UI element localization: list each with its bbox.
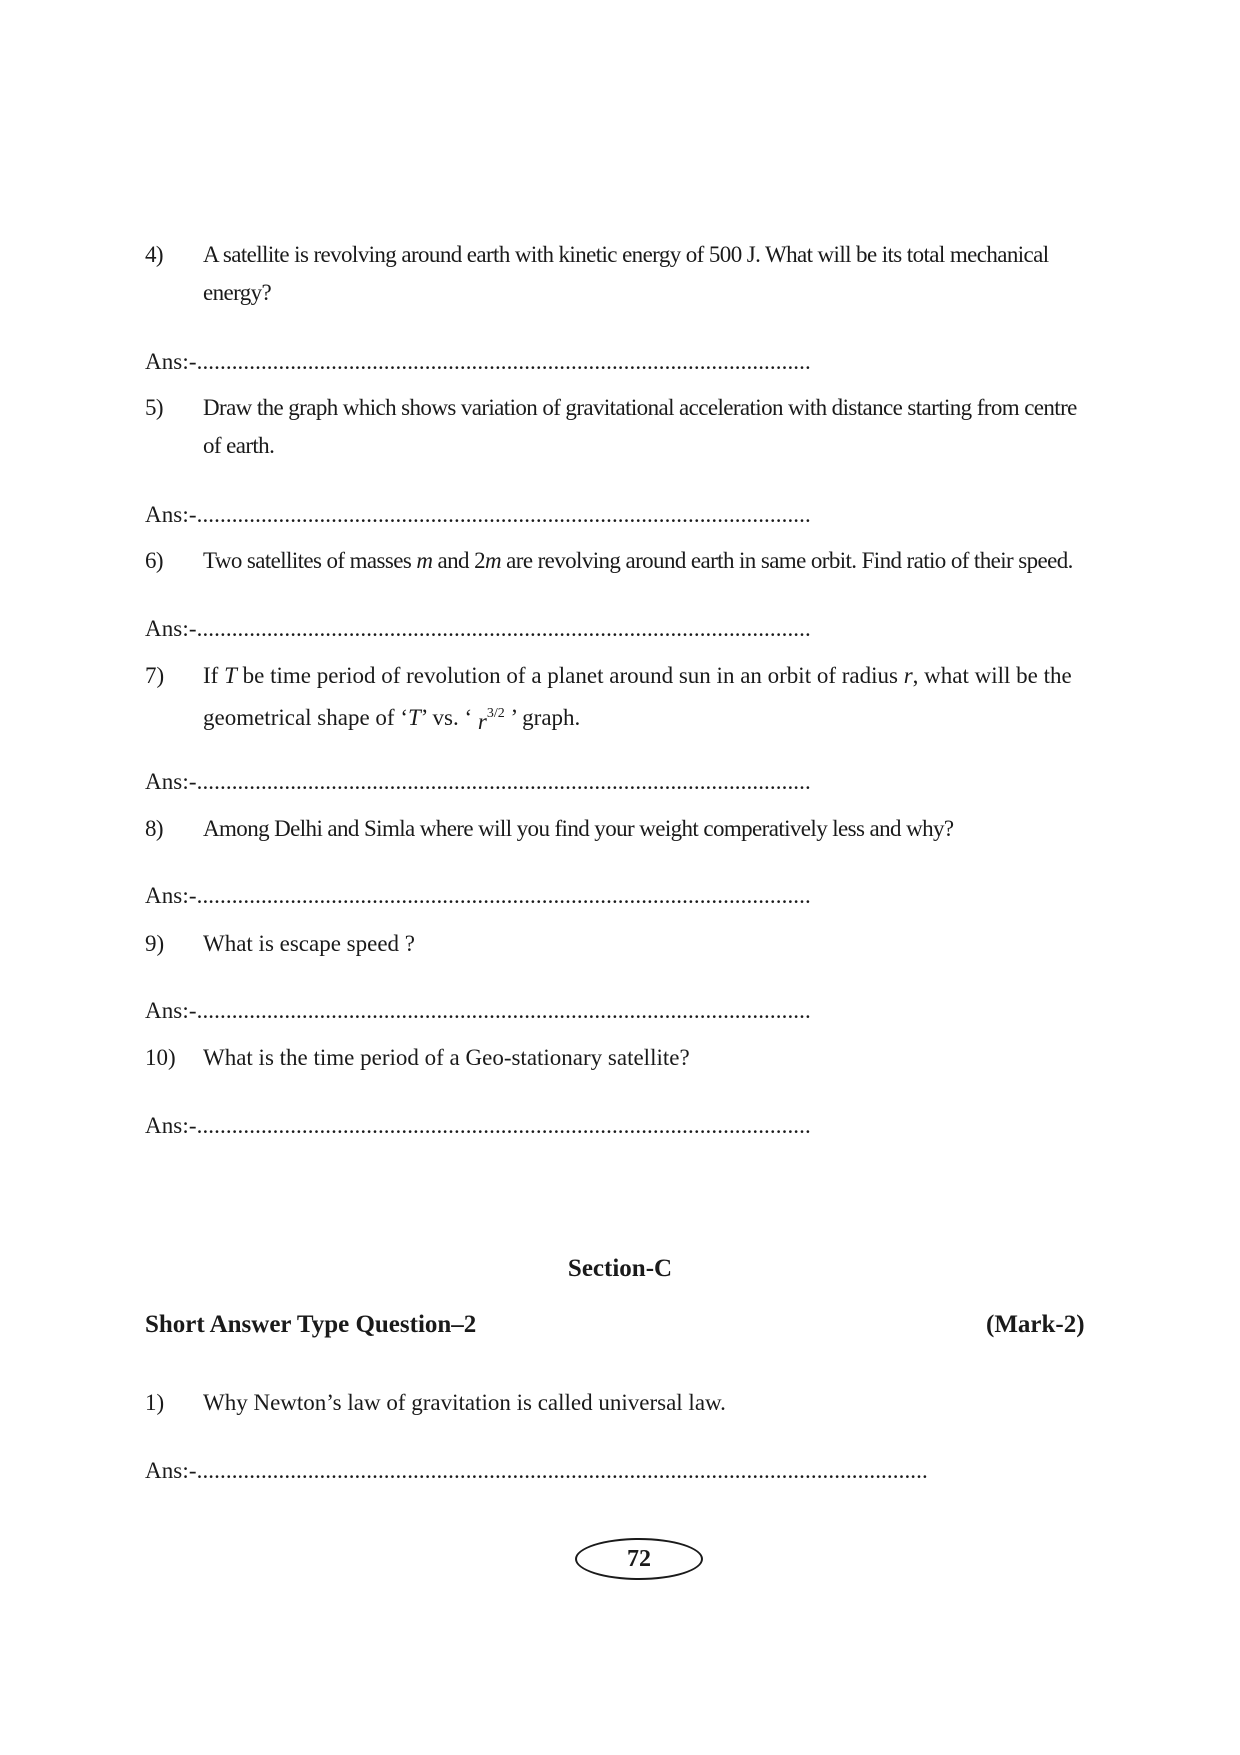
question-number: 5) <box>145 395 163 420</box>
var-T: T <box>408 705 421 730</box>
question-text-line1: Among Delhi and Simla where will you find your weight comperatively less and why? <box>203 816 954 841</box>
section-mark: (Mark-2) <box>986 1311 1085 1338</box>
section-subtitle: Short Answer Type Question–2 <box>145 1311 477 1338</box>
question-text-line2: geometrical shape of ‘T’ vs. ‘ $r^{3/2}$ ’ graph. <box>203 705 581 734</box>
var-m: m <box>416 548 433 573</box>
answer-line: Ans:-......................................................................................................... <box>145 349 811 374</box>
answer-line: Ans:-......................................................................................................... <box>145 998 811 1023</box>
answer-line: Ans:-......................................................................................................... <box>145 616 811 641</box>
question-text-line1: Draw the graph which shows variation of gravitational acceleration with distance starting from centre <box>203 395 1077 420</box>
question-text-line2: of earth. <box>203 433 275 458</box>
question-number: 7) <box>145 663 165 688</box>
question-text-line1: Why Newton’s law of gravitation is called universal law. <box>203 1390 726 1415</box>
question-text-line1: A satellite is revolving around earth with kinetic energy of 500 J. What will be its total mechanical <box>203 242 1049 267</box>
var-m: m <box>484 548 501 573</box>
question-text-line2: energy? <box>203 280 272 305</box>
answer-line: Ans:-............................................................................................................................. <box>145 1458 928 1483</box>
question-number: 1) <box>145 1390 165 1415</box>
question-text-line1: Two satellites of masses m and 2m are revolving around earth in same orbit. Find ratio of their speed. <box>203 548 1073 573</box>
var-r: r <box>477 709 487 734</box>
answer-line: Ans:-......................................................................................................... <box>145 769 811 794</box>
var-r: r <box>903 663 913 688</box>
question-number: 9) <box>145 931 165 956</box>
question-number: 4) <box>145 242 163 267</box>
page-number: 72 <box>575 1538 703 1580</box>
exponent: 3/2 <box>486 706 505 721</box>
var-T: T <box>224 663 237 688</box>
section-title: Section-C <box>567 1255 673 1282</box>
question-text-line1: If T be time period of revolution of a planet around sun in an orbit of radius r, what will be the <box>203 663 1072 688</box>
answer-line: Ans:-......................................................................................................... <box>145 1113 811 1138</box>
question-text-line1: What is escape speed ? <box>203 931 416 956</box>
answer-line: Ans:-......................................................................................................... <box>145 502 811 527</box>
question-number: 6) <box>145 548 163 573</box>
question-number: 8) <box>145 816 163 841</box>
answer-line: Ans:-......................................................................................................... <box>145 883 811 908</box>
question-number: 10) <box>145 1045 176 1070</box>
question-text-line1: What is the time period of a Geo-stationary satellite? <box>203 1045 690 1070</box>
